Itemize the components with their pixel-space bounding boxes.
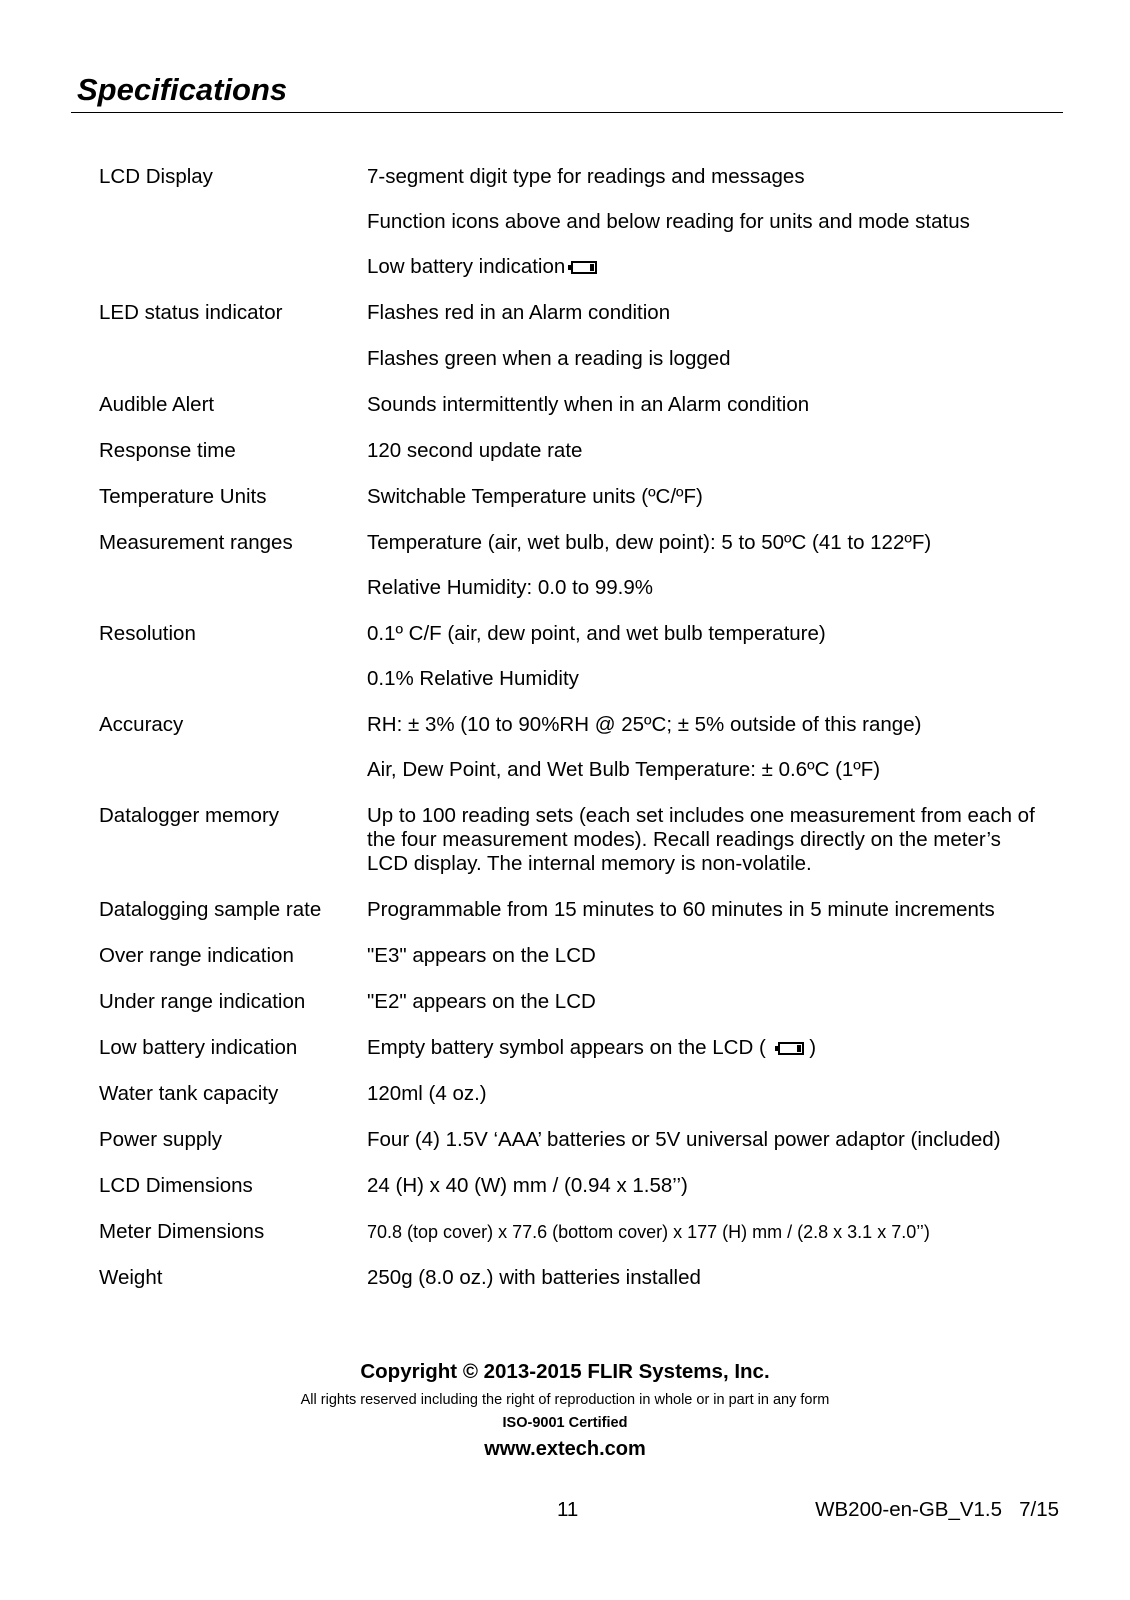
spec-value-line: Air, Dew Point, and Wet Bulb Temperature: ± 0.6ºC (1ºF)	[367, 758, 881, 781]
spec-value-line: 0.1º C/F (air, dew point, and wet bulb temperature)	[367, 622, 826, 645]
spec-value-line: Relative Humidity: 0.0 to 99.9%	[367, 576, 653, 599]
specifications-table	[99, 165, 1059, 1312]
spec-value	[367, 804, 1059, 876]
spec-label: Weight	[99, 1266, 163, 1289]
spec-label: Water tank capacity	[99, 1082, 279, 1105]
spec-value-line-battery: Empty battery symbol appears on the LCD ( )	[367, 1036, 817, 1059]
spec-label: Over range indication	[99, 944, 294, 967]
spec-label: Audible Alert	[99, 393, 215, 416]
spec-row-low-battery	[99, 1036, 1059, 1060]
spec-row-power-supply	[99, 1128, 1059, 1152]
website-url: www.extech.com	[484, 1438, 646, 1460]
spec-value-line: 0.1% Relative Humidity	[367, 667, 579, 690]
spec-row-temperature-units	[99, 485, 1059, 509]
battery-icon	[778, 1042, 804, 1055]
spec-row-measurement-ranges	[99, 531, 1059, 600]
spec-value	[367, 393, 1059, 417]
spec-value	[367, 898, 1059, 922]
spec-value-line: Flashes green when a reading is logged	[367, 347, 731, 370]
spec-value-text: Empty battery symbol appears on the LCD (	[367, 1036, 766, 1059]
spec-value-line: RH: ± 3% (10 to 90%RH @ 25ºC; ± 5% outside of this range)	[367, 713, 922, 736]
rights-notice: All rights reserved including the right of reproduction in whole or in part in any form	[300, 1392, 830, 1408]
spec-row-datalogging-sample-rate	[99, 898, 1059, 922]
spec-value-line: "E2" appears on the LCD	[367, 990, 596, 1013]
spec-row-over-range	[99, 944, 1059, 968]
spec-label: Datalogging sample rate	[99, 898, 322, 921]
spec-label: LED status indicator	[99, 301, 283, 324]
spec-value-line: 7-segment digit type for readings and messages	[367, 165, 805, 188]
spec-label: Meter Dimensions	[99, 1220, 265, 1243]
spec-label: Measurement ranges	[99, 531, 293, 554]
spec-label: Temperature Units	[99, 485, 267, 508]
spec-label: Datalogger memory	[99, 804, 280, 827]
spec-row-accuracy	[99, 713, 1059, 782]
copyright-notice: Copyright © 2013-2015 FLIR Systems, Inc.	[360, 1360, 770, 1383]
spec-value	[367, 531, 1059, 600]
spec-value	[367, 301, 1059, 371]
spec-value	[367, 1174, 1059, 1198]
spec-value	[367, 713, 1059, 782]
spec-value-line: 120 second update rate	[367, 439, 583, 462]
spec-value-line: Function icons above and below reading for units and mode status	[367, 210, 970, 233]
spec-label: Under range indication	[99, 990, 306, 1013]
iso-certification: ISO-9001 Certified	[502, 1415, 628, 1431]
spec-value-text: Low battery indication	[367, 255, 566, 278]
spec-value	[367, 622, 1059, 691]
spec-label: Resolution	[99, 622, 196, 645]
page-title: Specifications	[77, 72, 288, 107]
spec-row-water-tank	[99, 1082, 1059, 1106]
spec-row-datalogger-memory	[99, 804, 1059, 876]
spec-value	[367, 990, 1059, 1014]
spec-label: Response time	[99, 439, 236, 462]
spec-label: Power supply	[99, 1128, 223, 1151]
spec-row-resolution	[99, 622, 1059, 691]
spec-value	[367, 944, 1059, 968]
spec-value	[367, 1036, 1059, 1060]
spec-value-line: Sounds intermittently when in an Alarm condition	[367, 393, 810, 416]
spec-row-lcd-dimensions	[99, 1174, 1059, 1198]
spec-label: Accuracy	[99, 713, 184, 736]
spec-row-weight	[99, 1266, 1059, 1290]
spec-label: LCD Display	[99, 165, 213, 188]
spec-label: Low battery indication	[99, 1036, 298, 1059]
spec-value-line: Programmable from 15 minutes to 60 minutes in 5 minute increments	[367, 898, 995, 921]
spec-row-audible-alert	[99, 393, 1059, 417]
spec-value	[367, 1128, 1059, 1152]
spec-value	[367, 165, 1059, 279]
spec-value-line: Up to 100 reading sets (each set includes one measurement from each of the four measurement modes). Recall readings directly on the meter’s LCD display. The internal memory is non-volatile.	[367, 804, 1035, 875]
page-number: 11	[557, 1498, 579, 1521]
spec-value-line: Switchable Temperature units (ºC/ºF)	[367, 485, 703, 508]
spec-row-under-range	[99, 990, 1059, 1014]
spec-value	[367, 485, 1059, 509]
spec-value-line-battery	[367, 255, 1059, 279]
spec-row-meter-dimensions	[99, 1220, 1059, 1244]
spec-row-lcd-display	[99, 165, 1059, 279]
spec-value-line: Four (4) 1.5V ‘AAA’ batteries or 5V universal power adaptor (included)	[367, 1128, 1001, 1151]
document-reference: WB200-en-GB_V1.5 7/15	[815, 1498, 1059, 1521]
spec-value	[367, 439, 1059, 463]
title-rule	[71, 112, 1063, 113]
spec-row-led-status	[99, 301, 1059, 371]
spec-row-response-time	[99, 439, 1059, 463]
spec-value	[367, 1220, 1059, 1244]
spec-value	[367, 1266, 1059, 1290]
spec-value-line: Temperature (air, wet bulb, dew point): 5 to 50ºC (41 to 122ºF)	[367, 531, 932, 554]
spec-value-line: Flashes red in an Alarm condition	[367, 301, 671, 324]
spec-value-line: 24 (H) x 40 (W) mm / (0.94 x 1.58’’)	[367, 1174, 688, 1197]
spec-value-line: 70.8 (top cover) x 77.6 (bottom cover) x 177 (H) mm / (2.8 x 3.1 x 7.0’’)	[367, 1222, 930, 1242]
spec-value-line: 120ml (4 oz.)	[367, 1082, 487, 1105]
spec-label: LCD Dimensions	[99, 1174, 253, 1197]
spec-value	[367, 1082, 1059, 1106]
spec-value-line: 250g (8.0 oz.) with batteries installed	[367, 1266, 701, 1289]
spec-value-line: "E3" appears on the LCD	[367, 944, 596, 967]
battery-icon	[571, 261, 597, 274]
